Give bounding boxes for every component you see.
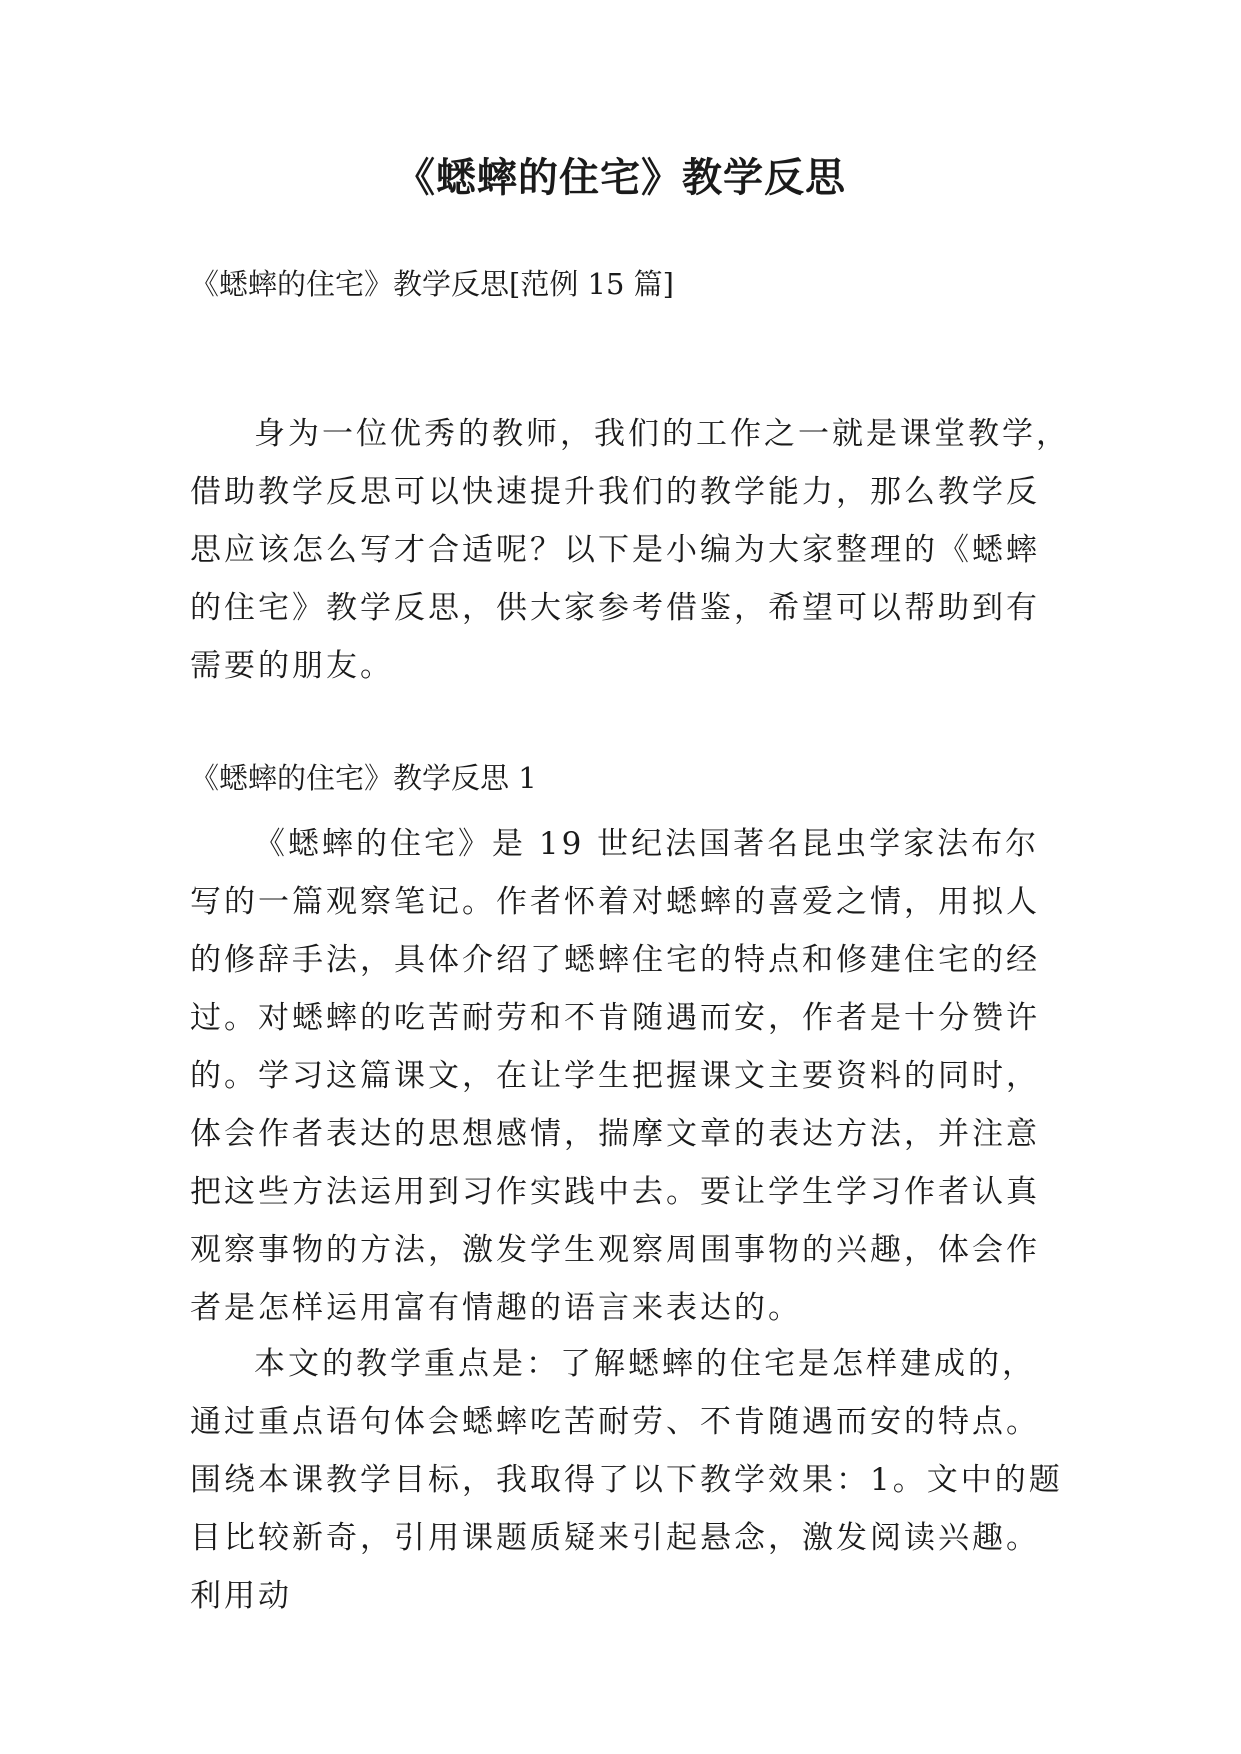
document-subtitle: 《蟋蟀的住宅》教学反思[范例 15 篇]: [190, 267, 674, 301]
section-heading: 《蟋蟀的住宅》教学反思 1: [190, 761, 537, 795]
section-paragraph: 本文的教学重点是：了解蟋蟀的住宅是怎样建成的，通过重点语句体会蟋蟀吃苦耐劳、不肯随遇而安的特点。围绕本课教学目标，我取得了以下教学效果：1。文中的题目比较新奇，引用课题质疑来引起悬念，激发阅读兴趣。利用动: [190, 1346, 1063, 1614]
intro-paragraph: 身为一位优秀的教师，我们的工作之一就是课堂教学，借助教学反思可以快速提升我们的教学能力，那么教学反思应该怎么写才合适呢？以下是小编为大家整理的《蟋蟀的住宅》教学反思，供大家参考借鉴，希望可以帮助到有需要的朋友。: [190, 416, 1070, 684]
section-paragraph: 《蟋蟀的住宅》是 19 世纪法国著名昆虫学家法布尔写的一篇观察笔记。作者怀着对蟋蟀的喜爱之情，用拟人的修辞手法，具体介绍了蟋蟀住宅的特点和修建住宅的经过。对蟋蟀的吃苦耐劳和不肯随遇而安，作者是十分赞许的。学习这篇课文，在让学生把握课文主要资料的同时，体会作者表达的思想感情，揣摩文章的表达方法，并注意把这些方法运用到习作实践中去。要让学生学习作者认真观察事物的方法，激发学生观察周围事物的兴趣，体会作者是怎样运用富有情趣的语言来表达的。: [190, 826, 1040, 1326]
document-title: 《蟋蟀的住宅》教学反思: [395, 155, 846, 201]
